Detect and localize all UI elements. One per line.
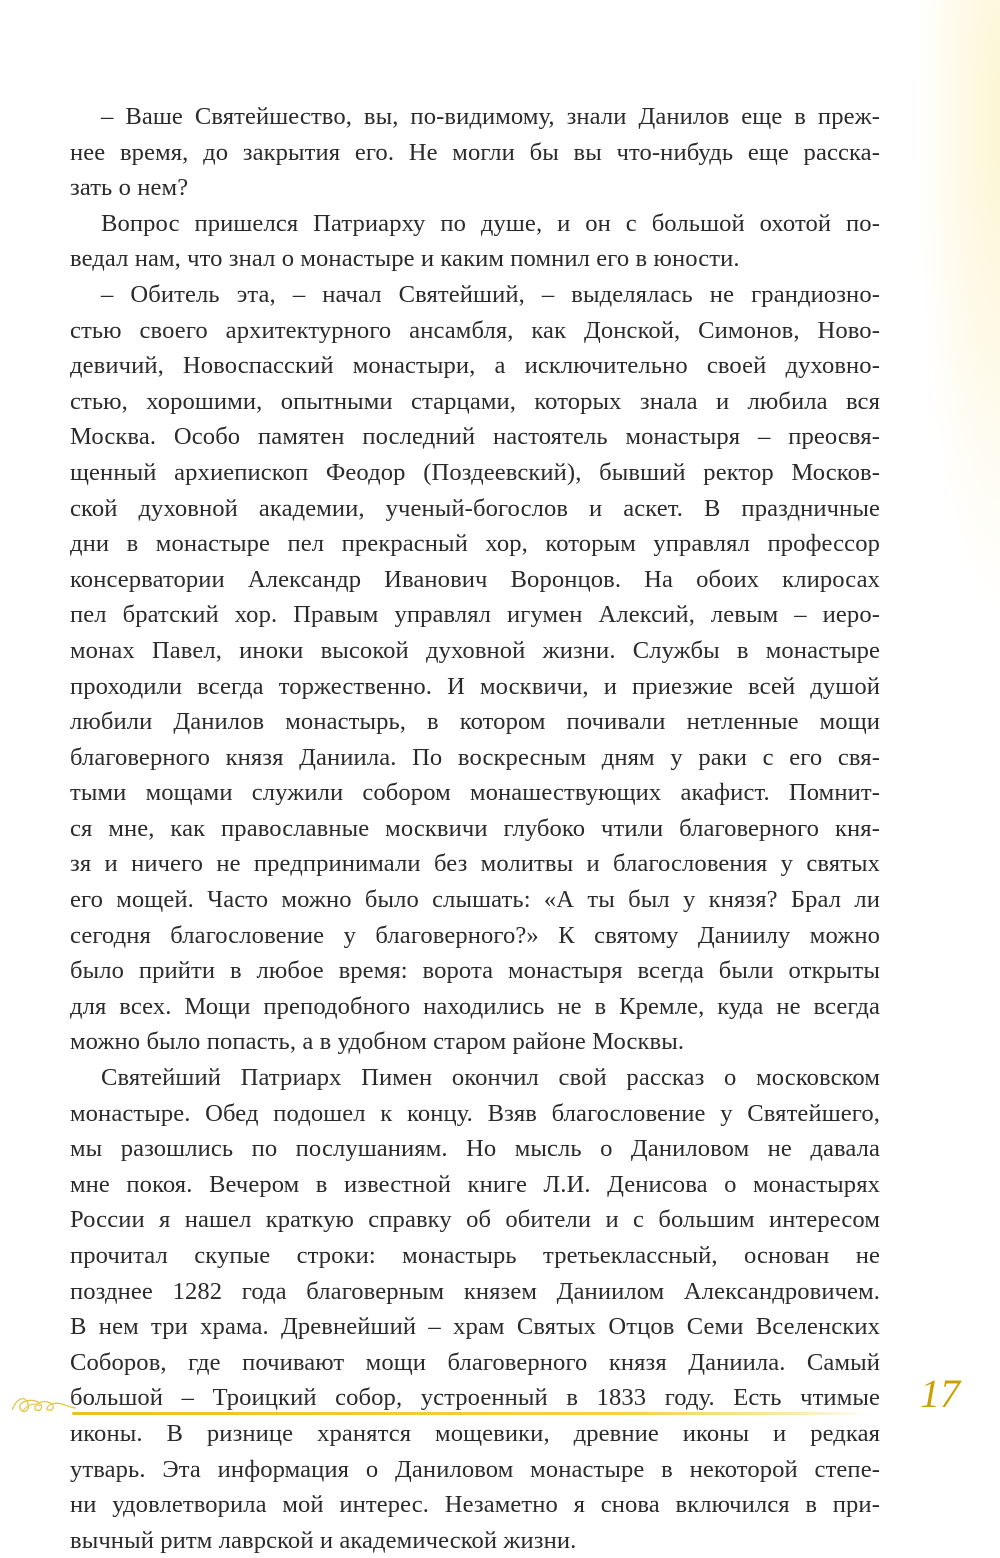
text-line: дни в монастыре пел прекрасный хор, которым управлял профессор <box>70 530 880 558</box>
text-line: консерватории Александр Иванович Воронцов. На обоих клиросах <box>70 565 880 593</box>
text-line: прочитал скупые строки: монастырь третьеклассный, основан не <box>70 1242 880 1269</box>
text-line: ни удовлетворила мой интерес. Незаметно я снова включился в при- <box>70 1491 880 1519</box>
text-line: иконы. В ризнице хранятся мощевики, древние иконы и редкая <box>70 1419 880 1447</box>
text-line: девичий, Новоспасский монастыри, а исключительно своей духовно- <box>70 352 880 380</box>
text-line: большой – Троицкий собор, устроенный в 1833 году. Есть чтимые <box>70 1384 880 1412</box>
text-line: было прийти в любое время: ворота монастыря всегда были открыты <box>70 957 880 985</box>
text-line: России я нашел краткую справку об обители и с большим интересом <box>70 1206 880 1234</box>
paragraph <box>70 1060 880 1558</box>
text-line: щенный архиепископ Феодор (Поздеевский), бывший ректор Москов- <box>70 458 880 486</box>
text-line: Москва. Особо памятен последний настоятель монастыря – преосвя- <box>70 423 880 451</box>
body-text <box>70 99 880 1558</box>
text-line: пел братский хор. Правым управлял игумен Алексий, левым – иеро- <box>70 601 880 629</box>
page-number: 17 <box>920 1371 960 1416</box>
text-line: вычный ритм лаврской и академической жизни. <box>70 1526 577 1554</box>
footer-rule <box>72 1412 872 1415</box>
text-line: мы разошлись по послушаниям. Но мысль о Даниловом не давала <box>70 1135 880 1163</box>
text-line: проходили всегда торжественно. И москвичи, и приезжие всей душой <box>70 672 880 700</box>
paragraph <box>70 206 880 277</box>
text-line: нее время, до закрытия его. Не могли бы вы что-нибудь еще расска- <box>70 138 880 166</box>
text-line: ведал нам, что знал о монастыре и каким помнил его в юности. <box>70 245 740 273</box>
text-line: утварь. Эта информация о Даниловом монастыре в некоторой степе- <box>70 1455 880 1483</box>
text-line: В нем три храма. Древнейший – храм Святых Отцов Семи Вселенских <box>70 1313 880 1341</box>
text-line: – Обитель эта, – начал Святейший, – выделялась не грандиозно- <box>101 280 880 308</box>
paragraph <box>70 277 880 1060</box>
text-line: ской духовной академии, ученый-богослов и аскет. В праздничные <box>70 494 880 522</box>
page-footer <box>0 1370 1000 1430</box>
text-line: зя и ничего не предпринимали без молитвы и благословения у святых <box>70 850 880 878</box>
text-line: Соборов, где почивают мощи благоверного князя Даниила. Самый <box>70 1348 880 1376</box>
text-line: Вопрос пришелся Патриарху по душе, и он с большой охотой по- <box>101 209 880 237</box>
text-line: его мощей. Часто можно было слышать: «А ты был у князя? Брал ли <box>70 886 880 914</box>
text-line: тыми мощами служили собором монашествующих акафист. Помнит- <box>70 779 880 807</box>
text-line: для всех. Мощи преподобного находились не в Кремле, куда не всегда <box>70 992 880 1020</box>
text-line: монастыре. Обед подошел к концу. Взяв благословение у Святейшего, <box>70 1099 880 1127</box>
text-line: монах Павел, иноки высокой духовной жизни. Службы в монастыре <box>70 636 880 664</box>
text-line: – Ваше Святейшество, вы, по-видимому, знали Данилов еще в преж- <box>101 103 880 130</box>
text-line: любили Данилов монастырь, в котором почивали нетленные мощи <box>70 708 880 736</box>
text-line: стью, хорошими, опытными старцами, которых знала и любила вся <box>70 387 880 415</box>
text-line: зать о нем? <box>70 174 189 202</box>
text-line: мне покоя. Вечером в известной книге Л.И. Денисова о монастырях <box>70 1170 880 1198</box>
text-line: стью своего архитектурного ансамбля, как Донской, Симонов, Ново- <box>70 316 880 344</box>
text-line: ся мне, как православные москвичи глубоко чтили благоверного кня- <box>70 814 880 842</box>
text-line: можно было попасть, а в удобном старом районе Москвы. <box>70 1028 685 1056</box>
text-line: Святейший Патриарх Пимен окончил свой рассказ о московском <box>101 1064 880 1092</box>
text-line: благоверного князя Даниила. По воскресным дням у раки с его свя- <box>70 743 880 771</box>
text-line: позднее 1282 года благоверным князем Даниилом Александровичем. <box>70 1277 880 1305</box>
text-line: сегодня благословение у благоверного?» К святому Даниилу можно <box>70 921 880 949</box>
paragraph <box>70 99 880 206</box>
flourish-ornament-icon <box>8 1392 78 1416</box>
